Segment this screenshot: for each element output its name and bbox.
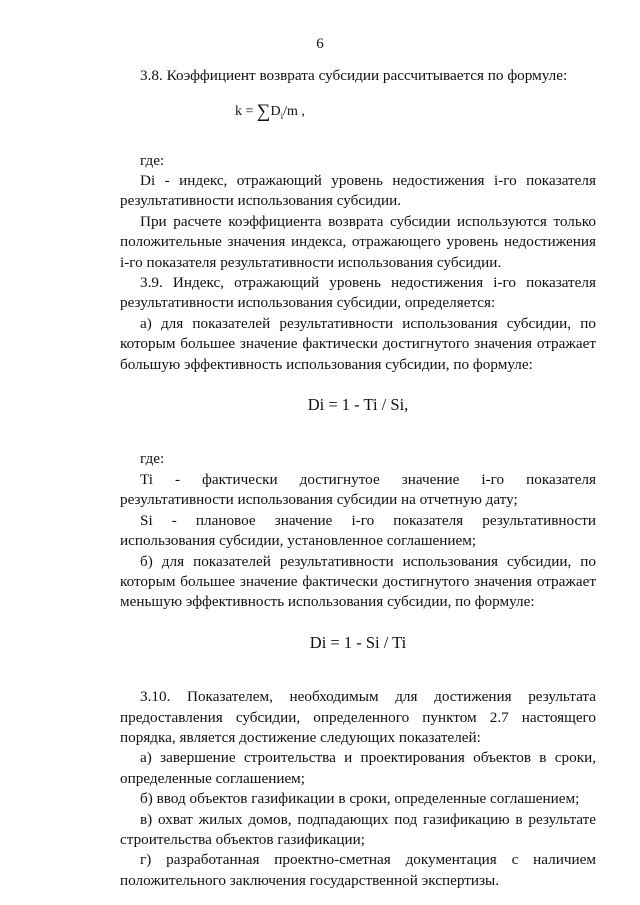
ti-definition: Ti - фактически достигнутое значение i-го показателя результативности использования субсидии на отчетную дату; — [120, 470, 596, 509]
formula-a: Di = 1 - Ti / Si, — [307, 395, 409, 415]
formula-b: Di = 1 - Si / Ti — [309, 632, 407, 652]
document-body — [120, 66, 596, 891]
page-number: 6 — [316, 36, 324, 52]
formula-k-right: /m , — [283, 104, 305, 120]
formula-k-subscript: i — [280, 111, 284, 122]
sum-symbol: ∑ — [256, 101, 271, 123]
formula-k — [120, 102, 596, 126]
section-3-9-paragraph: 3.9. Индекс, отражающий уровень недостижения i-го показателя результативности использования субсидии, определяется: — [120, 274, 596, 312]
where-label-1: где: — [140, 151, 165, 169]
positive-values-note: При расчете коэффициента возврата субсидии используются только положительные значения индекса, отражающего уровень недостижения i-го показателя результативности использования субсидии. — [120, 212, 596, 271]
formula-k-left: k = — [235, 104, 257, 120]
indicator-a: а) завершение строительства и проектирования объектов в сроки, определенные соглашением; — [120, 749, 596, 787]
di-definition: Di - индекс, отражающий уровень недостижения i-го показателя результативности использования субсидии. — [120, 172, 596, 210]
item-a-paragraph: а) для показателей результативности использования субсидии, по которым большее значение фактически достигнутого значения отражает большую эффективность использования субсидии, по формуле: — [120, 314, 596, 373]
formula-k-d: D — [270, 104, 281, 120]
indicator-b: б) ввод объектов газификации в сроки, определенные соглашением; — [140, 790, 580, 808]
section-3-10-paragraph: 3.10. Показателем, необходимым для достижения результата предоставления субсидии, определенного пунктом 2.7 настоящего порядка, является достижение следующих показателей: — [120, 688, 596, 746]
where-label-2: где: — [140, 450, 165, 468]
item-b-paragraph: б) для показателей результативности использования субсидии, по которым большее значение фактически достигнутого значения отражает меньшую эффективность использования субсидии, по формуле: — [120, 552, 596, 611]
si-definition: Si - плановое значение i-го показателя результативности использования субсидии, установленное соглашением; — [120, 511, 596, 550]
indicator-d: г) разработанная проектно-сметная документация с наличием положительного заключения государственной экспертизы. — [120, 851, 596, 889]
indicator-c: в) охват жилых домов, подпадающих под газификацию в результате строительства объектов газификации; — [120, 810, 596, 848]
section-3-8-paragraph: 3.8. Коэффициент возврата субсидии рассчитывается по формуле: — [140, 67, 568, 84]
